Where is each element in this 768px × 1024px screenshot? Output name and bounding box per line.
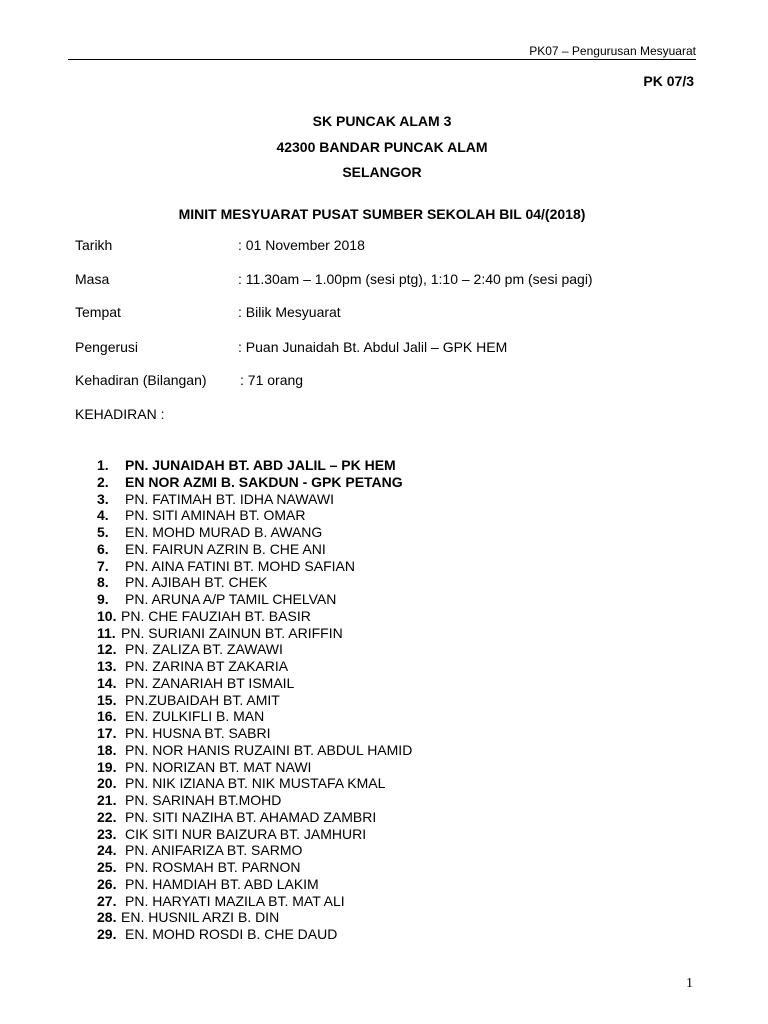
attendance-item bbox=[97, 474, 412, 491]
attendance-name: CIK SITI NUR BAIZURA BT. JAMHURI bbox=[125, 825, 367, 842]
attendance-number: 2. bbox=[97, 473, 109, 490]
attendance-number: 24. bbox=[97, 842, 117, 859]
attendance-number: 18. bbox=[97, 741, 117, 758]
attendance-item bbox=[97, 876, 412, 893]
attendance-number: 25. bbox=[97, 859, 117, 875]
attendance-item bbox=[97, 675, 412, 692]
attendance-name: PN. CHE FAUZIAH BT. BASIR bbox=[121, 607, 311, 624]
attendance-item bbox=[97, 658, 412, 675]
attendance-item bbox=[97, 725, 412, 742]
attendance-heading: KEHADIRAN : bbox=[75, 406, 165, 422]
attendance-item bbox=[97, 457, 412, 474]
running-header: PK07 – Pengurusan Mesyuarat bbox=[529, 44, 696, 58]
school-address: 42300 BANDAR PUNCAK ALAM bbox=[276, 139, 488, 155]
attendance-number: 12. bbox=[97, 641, 117, 658]
attendance-item bbox=[97, 708, 412, 725]
attendance-number: 7. bbox=[97, 557, 109, 574]
attendance-name: PN. SARINAH BT.MOHD bbox=[125, 792, 282, 808]
attendance-item bbox=[97, 641, 412, 658]
attendance-name: PN. ANIFARIZA BT. SARMO bbox=[125, 842, 303, 859]
attendance-name: PN. SITI AMINAH BT. OMAR bbox=[125, 507, 306, 524]
attendance-item bbox=[97, 909, 412, 926]
info-label: Masa bbox=[75, 271, 110, 287]
attendance-number: 14. bbox=[97, 674, 117, 691]
attendance-number: 19. bbox=[97, 758, 117, 775]
school-name: SK PUNCAK ALAM 3 bbox=[312, 113, 452, 129]
attendance-number: 13. bbox=[97, 658, 117, 674]
attendance-name: PN. SURIANI ZAINUN BT. ARIFFIN bbox=[121, 624, 343, 641]
info-label: Tempat bbox=[75, 304, 121, 320]
attendance-number: 15. bbox=[97, 691, 117, 708]
attendance-number: 6. bbox=[97, 540, 109, 557]
attendance-item bbox=[97, 893, 412, 910]
attendance-name: EN. MOHD ROSDI B. CHE DAUD bbox=[125, 926, 338, 942]
document-code: PK 07/3 bbox=[643, 73, 694, 89]
attendance-list bbox=[97, 457, 412, 943]
attendance-number: 10. bbox=[97, 607, 117, 624]
attendance-number: 8. bbox=[97, 574, 109, 591]
attendance-item bbox=[97, 591, 412, 608]
attendance-item bbox=[97, 775, 412, 792]
attendance-item bbox=[97, 625, 412, 642]
attendance-item bbox=[97, 792, 412, 809]
attendance-item bbox=[97, 574, 412, 591]
attendance-number: 21. bbox=[97, 792, 117, 808]
attendance-number: 26. bbox=[97, 875, 117, 892]
attendance-number: 22. bbox=[97, 808, 117, 825]
attendance-name: PN. NIK IZIANA BT. NIK MUSTAFA KMAL bbox=[125, 775, 386, 792]
attendance-item bbox=[97, 541, 412, 558]
info-value: : 11.30am – 1.00pm (sesi ptg), 1:10 – 2:40 pm (sesi pagi) bbox=[238, 271, 593, 287]
attendance-item bbox=[97, 491, 412, 508]
attendance-item bbox=[97, 809, 412, 826]
attendance-name: PN. HAMDIAH BT. ABD LAKIM bbox=[125, 875, 319, 892]
attendance-name: PN. AJIBAH BT. CHEK bbox=[125, 574, 268, 591]
attendance-name: EN NOR AZMI B. SAKDUN - GPK PETANG bbox=[125, 473, 403, 490]
school-state: SELANGOR bbox=[342, 164, 422, 180]
attendance-number: 27. bbox=[97, 892, 117, 909]
attendance-name: PN. ZARINA BT ZAKARIA bbox=[125, 658, 289, 674]
attendance-item bbox=[97, 692, 412, 709]
attendance-name: PN. AINA FATINI BT. MOHD SAFIAN bbox=[125, 557, 356, 574]
attendance-name: PN. ARUNA A/P TAMIL CHELVAN bbox=[125, 591, 337, 607]
attendance-number: 11. bbox=[97, 624, 116, 641]
attendance-item bbox=[97, 558, 412, 575]
attendance-item bbox=[97, 859, 412, 876]
attendance-item bbox=[97, 608, 412, 625]
info-value: : Puan Junaidah Bt. Abdul Jalil – GPK HEM bbox=[238, 339, 508, 355]
attendance-number: 17. bbox=[97, 725, 117, 741]
attendance-name: PN. JUNAIDAH BT. ABD JALIL – PK HEM bbox=[125, 457, 396, 473]
attendance-name: PN. ZANARIAH BT ISMAIL bbox=[125, 674, 295, 691]
attendance-number: 16. bbox=[97, 708, 117, 725]
info-label: Tarikh bbox=[75, 237, 113, 253]
attendance-item bbox=[97, 507, 412, 524]
document-title: MINIT MESYUARAT PUSAT SUMBER SEKOLAH BIL 04/(2018) bbox=[178, 206, 586, 222]
attendance-name: EN. HUSNIL ARZI B. DIN bbox=[121, 909, 280, 926]
attendance-name: PN.ZUBAIDAH BT. AMIT bbox=[125, 691, 280, 708]
attendance-name: PN. NOR HANIS RUZAINI BT. ABDUL HAMID bbox=[125, 741, 413, 758]
attendance-name: PN. HARYATI MAZILA BT. MAT ALI bbox=[125, 892, 345, 909]
attendance-name: PN. FATIMAH BT. IDHA NAWAWI bbox=[125, 490, 334, 507]
attendance-name: PN. HUSNA BT. SABRI bbox=[125, 725, 271, 741]
attendance-name: PN. ROSMAH BT. PARNON bbox=[125, 859, 301, 875]
info-value: : 71 orang bbox=[240, 372, 304, 388]
attendance-number: 1. bbox=[97, 457, 109, 473]
attendance-number: 5. bbox=[97, 524, 109, 540]
attendance-number: 4. bbox=[97, 507, 109, 524]
attendance-name: EN. FAIRUN AZRIN B. CHE ANI bbox=[125, 540, 326, 557]
attendance-name: PN. SITI NAZIHA BT. AHAMAD ZAMBRI bbox=[125, 808, 377, 825]
attendance-name: PN. NORIZAN BT. MAT NAWI bbox=[125, 758, 312, 775]
attendance-number: 29. bbox=[97, 926, 117, 942]
attendance-item bbox=[97, 826, 412, 843]
attendance-name: EN. ZULKIFLI B. MAN bbox=[125, 708, 265, 725]
attendance-number: 28. bbox=[97, 909, 117, 926]
page-number: 1 bbox=[686, 976, 693, 991]
attendance-number: 9. bbox=[97, 591, 109, 607]
header-rule bbox=[68, 59, 696, 60]
attendance-number: 23. bbox=[97, 825, 117, 842]
attendance-number: 20. bbox=[97, 775, 117, 792]
attendance-item bbox=[97, 842, 412, 859]
attendance-item bbox=[97, 759, 412, 776]
attendance-item bbox=[97, 742, 412, 759]
info-value: : 01 November 2018 bbox=[238, 237, 365, 253]
attendance-item bbox=[97, 926, 412, 943]
attendance-number: 3. bbox=[97, 490, 109, 507]
attendance-name: EN. MOHD MURAD B. AWANG bbox=[125, 524, 323, 540]
attendance-name: PN. ZALIZA BT. ZAWAWI bbox=[125, 641, 283, 658]
info-value: : Bilik Mesyuarat bbox=[238, 304, 341, 320]
info-label: Kehadiran (Bilangan) bbox=[75, 372, 207, 388]
attendance-item bbox=[97, 524, 412, 541]
info-label: Pengerusi bbox=[75, 339, 139, 355]
